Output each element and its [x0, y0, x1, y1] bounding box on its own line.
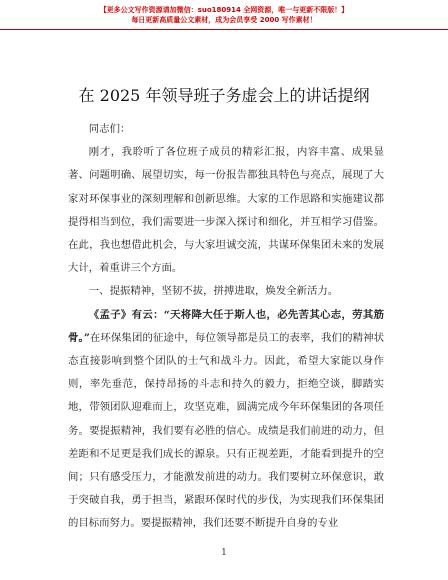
document-title: 在 2025 年领导班子务虚会上的讲话提纲	[78, 86, 370, 105]
quote-text: “天将降大任于斯人也，必先苦其心志，劳其筋骨。”	[68, 308, 384, 344]
paragraph-3-text: 在环保集团的征途中，每位领导都是员工的表率，我们的精神状态直接影响到整个团队的士气和战斗力。因此，希望大家能以身作则，率先垂范，保持昂扬的斗志和持久的毅力，拒绝空谈，脚踏实地，带领团队迎难而上，攻坚克难，圆满完成今年环保集团的各项任务。要提振精神，我们要有必胜的信心。成绩是我们前进的动力，但差距和不足更是我们成长的源泉。只有正视差距，才能看到提升的空间；只有感受压力，才能激发前进的动力。我们要树立环保意识，敢于突破自我，勇于担当，紧跟环保时代的步伐，为实现我们环保集团的目标而努力。要提振精神，我们还要不断提升自身的专业	[68, 331, 384, 530]
page-number: 1	[221, 548, 227, 558]
quote-source: 《孟子》有云：	[88, 308, 164, 321]
promo-banner	[0, 5, 448, 30]
promo-line-1: 【更多公文写作资源请加微信：suo180914 全网资源，唯一与更新不限版！】	[99, 6, 349, 14]
salutation: 同志们：	[88, 123, 131, 135]
document-body	[68, 118, 384, 536]
paragraph-3	[68, 304, 384, 536]
section-heading-1: 一、提振精神，坚韧不拔，拼搏进取，焕发全新活力。	[88, 285, 339, 298]
promo-line-2: 每日更新高质量公文素材，成为会员享受 2000 写作素材！	[131, 16, 317, 24]
paragraph-1: 刚才，我聆听了各位班子成员的精彩汇报，内容丰富、成果显著、问题明确、展望切实，每一份报告都独具特色与亮点，展现了大家对环保事业的深刻理解和创新思维。大家的工作思路和实施建议都提得相当到位，我们需要进一步深入探讨和细化，并互相学习借鉴。在此，我也想借此机会，与大家坦诚交流，共谋环保集团未来的发展大计，着重讲三个方面。	[68, 146, 384, 275]
